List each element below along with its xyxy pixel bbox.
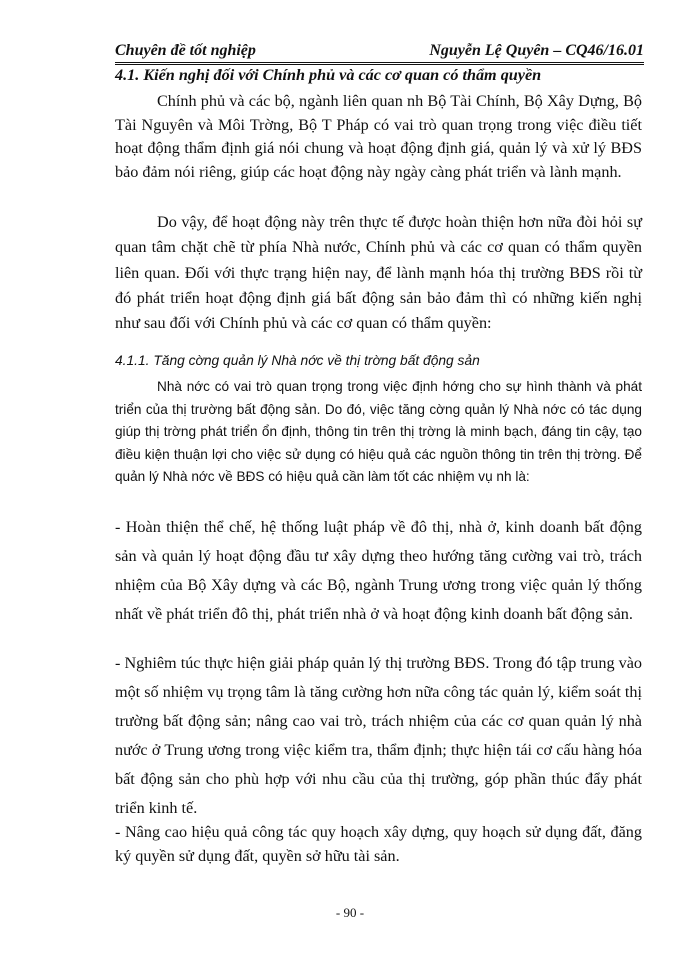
bullet-item-1: - Hoàn thiện thể chế, hệ thống luật pháp về đô thị, nhà ở, kinh doanh bất động sản và quản lý hoạt động đầu tư xây dựng theo hướng tăng cường vai trò, trách nhiệm của Bộ Xây dựng và các Bộ, ngành Trung ương trong việc quản lý thống nhất về phát triển đô thị, phát triển nhà ở và hoạt động kinh doanh bất động sản. bbox=[115, 518, 642, 623]
header-right: Nguyễn Lệ Quyên – CQ46/16.01 bbox=[429, 42, 644, 59]
paragraph-2: Do vậy, để hoạt động này trên thực tế được hoàn thiện hơn nữa đòi hỏi sự quan tâm chặt chẽ từ phía Nhà nước, Chính phủ và các cơ quan có thẩm quyền liên quan. Đối với thực trạng hiện nay, để lành mạnh hóa thị trường BĐS rồi từ đó phát triển hoạt động định giá bất động sản bảo đảm thì có những kiến nghị như sau đối với Chính phủ và các cơ quan có thẩm quyền: bbox=[115, 213, 642, 333]
bullet-item-2: - Nghiêm túc thực hiện giải pháp quản lý thị trường BĐS. Trong đó tập trung vào một số nhiệm vụ trọng tâm là tăng cường hơn nữa công tác quản lý, kiểm soát thị trường bất động sản; nâng cao vai trò, trách nhiệm của các cơ quan quản lý nhà nước ở Trung ương trong việc kiểm tra, thẩm định; thực hiện tái cơ cấu hàng hóa bất động sản cho phù hợp với nhu cầu của thị trường, góp phần thúc đẩy phát triển kinh tế. bbox=[115, 654, 642, 817]
bullet-item-3: - Nâng cao hiệu quả công tác quy hoạch xây dựng, quy hoạch sử dụng đất, đăng ký quyền sử dụng đất, quyền sở hữu tài sản. bbox=[115, 823, 642, 865]
subsection-paragraph: Nhà nớc có vai trò quan trọng trong việc định hớng cho sự hình thành và phát triển của thị trường bất động sản. Do đó, việc tăng cờng quản lý Nhà nớc có tác dụng giúp thị trờng phát triển ổn định, thông tin trên thị trờng là minh bạch, đáng tin cậy, tạo điều kiện thuận lợi cho việc sử dụng có hiệu quả các nguồn thông tin trên thị trờng. Để quản lý Nhà nớc về BĐS có hiệu quả cần làm tốt các nhiệm vụ nh là: bbox=[115, 379, 642, 484]
paragraph-1: Chính phủ và các bộ, ngành liên quan nh Bộ Tài Chính, Bộ Xây Dựng, Bộ Tài Nguyên và Môi Trờng, Bộ T Pháp có vai trò quan trọng trong việc điều tiết hoạt động thẩm định giá nói chung và hoạt động định giá, quản lý và xử lý BĐS bảo đảm nói riêng, giúp các hoạt động này ngày càng phát triển và lành mạnh. bbox=[115, 92, 642, 181]
page-number: - 90 - bbox=[335, 905, 365, 920]
subsection-title: 4.1.1. Tăng cờng quản lý Nhà nớc về thị trờng bất động sản bbox=[115, 353, 480, 368]
section-title: 4.1. Kiến nghị đối với Chính phủ và các cơ quan có thẩm quyền bbox=[115, 66, 542, 84]
header-left: Chuyên đề tốt nghiệp bbox=[115, 42, 256, 59]
page-header bbox=[115, 42, 644, 65]
